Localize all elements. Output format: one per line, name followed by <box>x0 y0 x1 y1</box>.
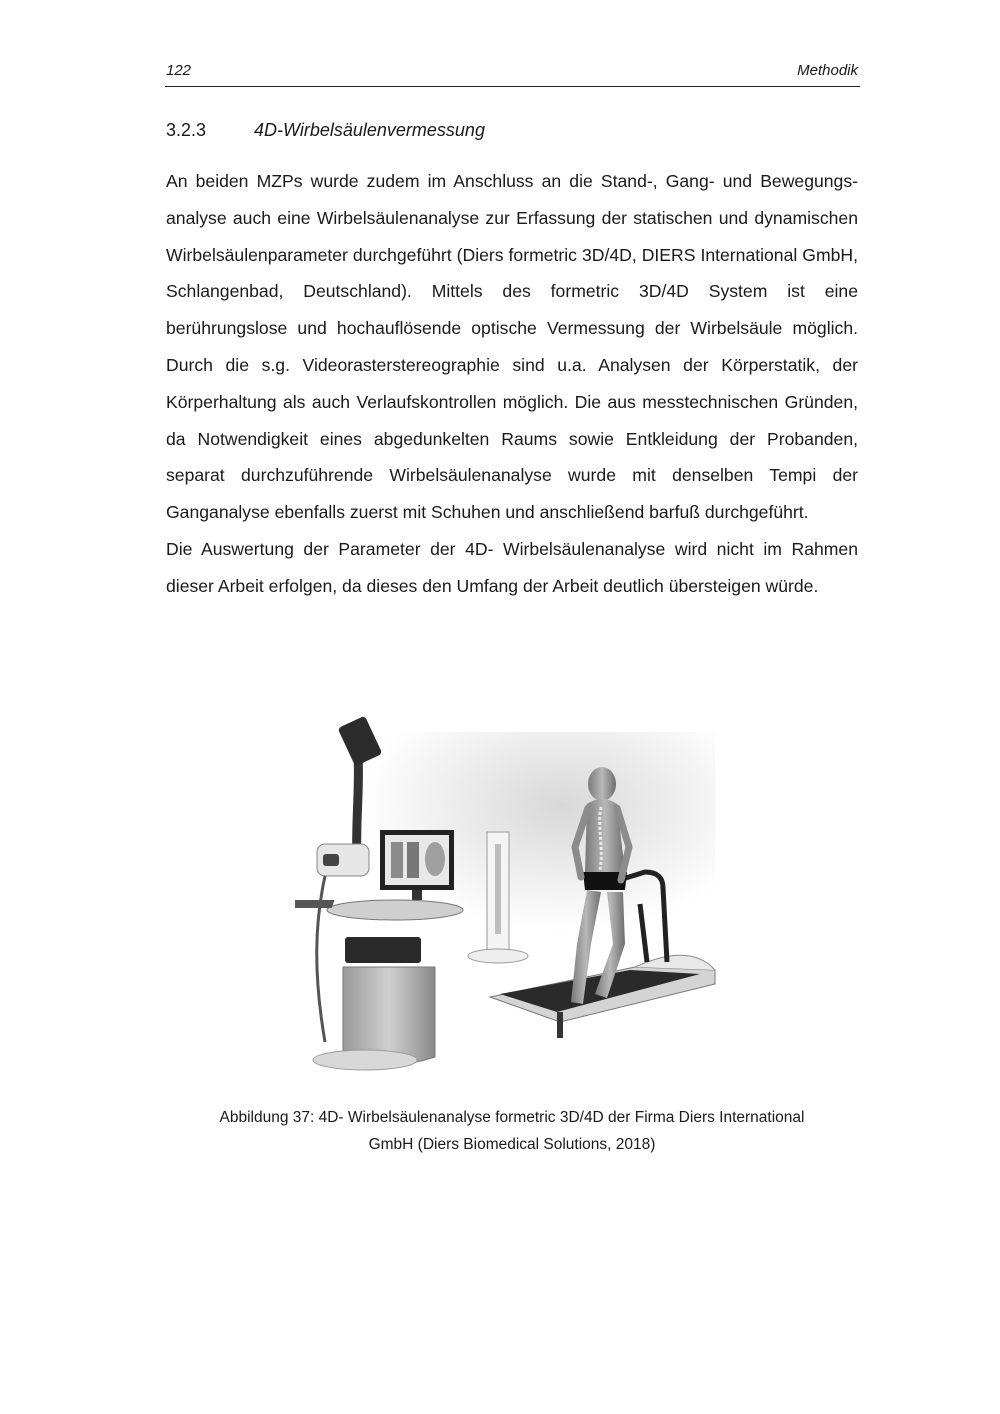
desk <box>327 900 463 920</box>
paragraph: Die Auswertung der Parameter der 4D- Wirbelsäulenanalyse wird nicht im Rahmen dieser Arbeit erfolgen, da dieses den Umfang der Arbeit deutlich übersteigen würde. <box>166 538 858 596</box>
paragraph: An beiden MZPs wurde zudem im Anschluss an die Stand-, Gang- und Bewegungsanalyse auch eine Wirbelsäulenanalyse zur Erfassung der statischen und dynamischen Wirbelsäulenparameter durchgeführt (Diers formetric 3D/4D, DIERS International GmbH, Schlangenbad, Deutschland). Mittels des formetric 3D/4D System ist eine berührungslose und hochauflösende optische Vermessung der Wirbelsäule möglich. Durch die s.g. Videorasterstereographie sind u.a. Analysen der Körperstatik, der Körperhaltung als auch Verlaufskontrollen möglich. Die aus messtechnischen Gründen, da Notwendigkeit eines abgedunkelten Raums sowie Entkleidung der Probanden, separat durchzuführende Wirbelsäulenanalyse wurde mit denselben Tempi der Ganganalyse ebenfalls zuerst mit Schuhen und anschließend barfuß durchgeführt. <box>166 171 858 523</box>
caption-line: GmbH (Diers Biomedical Solutions, 2018) <box>368 1136 656 1153</box>
page-header <box>165 58 860 87</box>
section-heading <box>166 120 485 141</box>
section-title: 4D-Wirbelsäulenvermessung <box>254 120 485 140</box>
figure-illustration <box>295 712 725 1097</box>
section-number: 3.2.3 <box>166 120 207 140</box>
figure-spine-analysis-system <box>295 712 725 1097</box>
page-number: 122 <box>166 62 192 79</box>
device-box <box>345 937 421 963</box>
figure-caption <box>166 1104 858 1158</box>
chapter-title: Methodik <box>797 62 858 79</box>
body-text <box>166 163 858 605</box>
caption-line: Abbildung 37: 4D- Wirbelsäulenanalyse formetric 3D/4D der Firma Diers International <box>219 1109 805 1126</box>
